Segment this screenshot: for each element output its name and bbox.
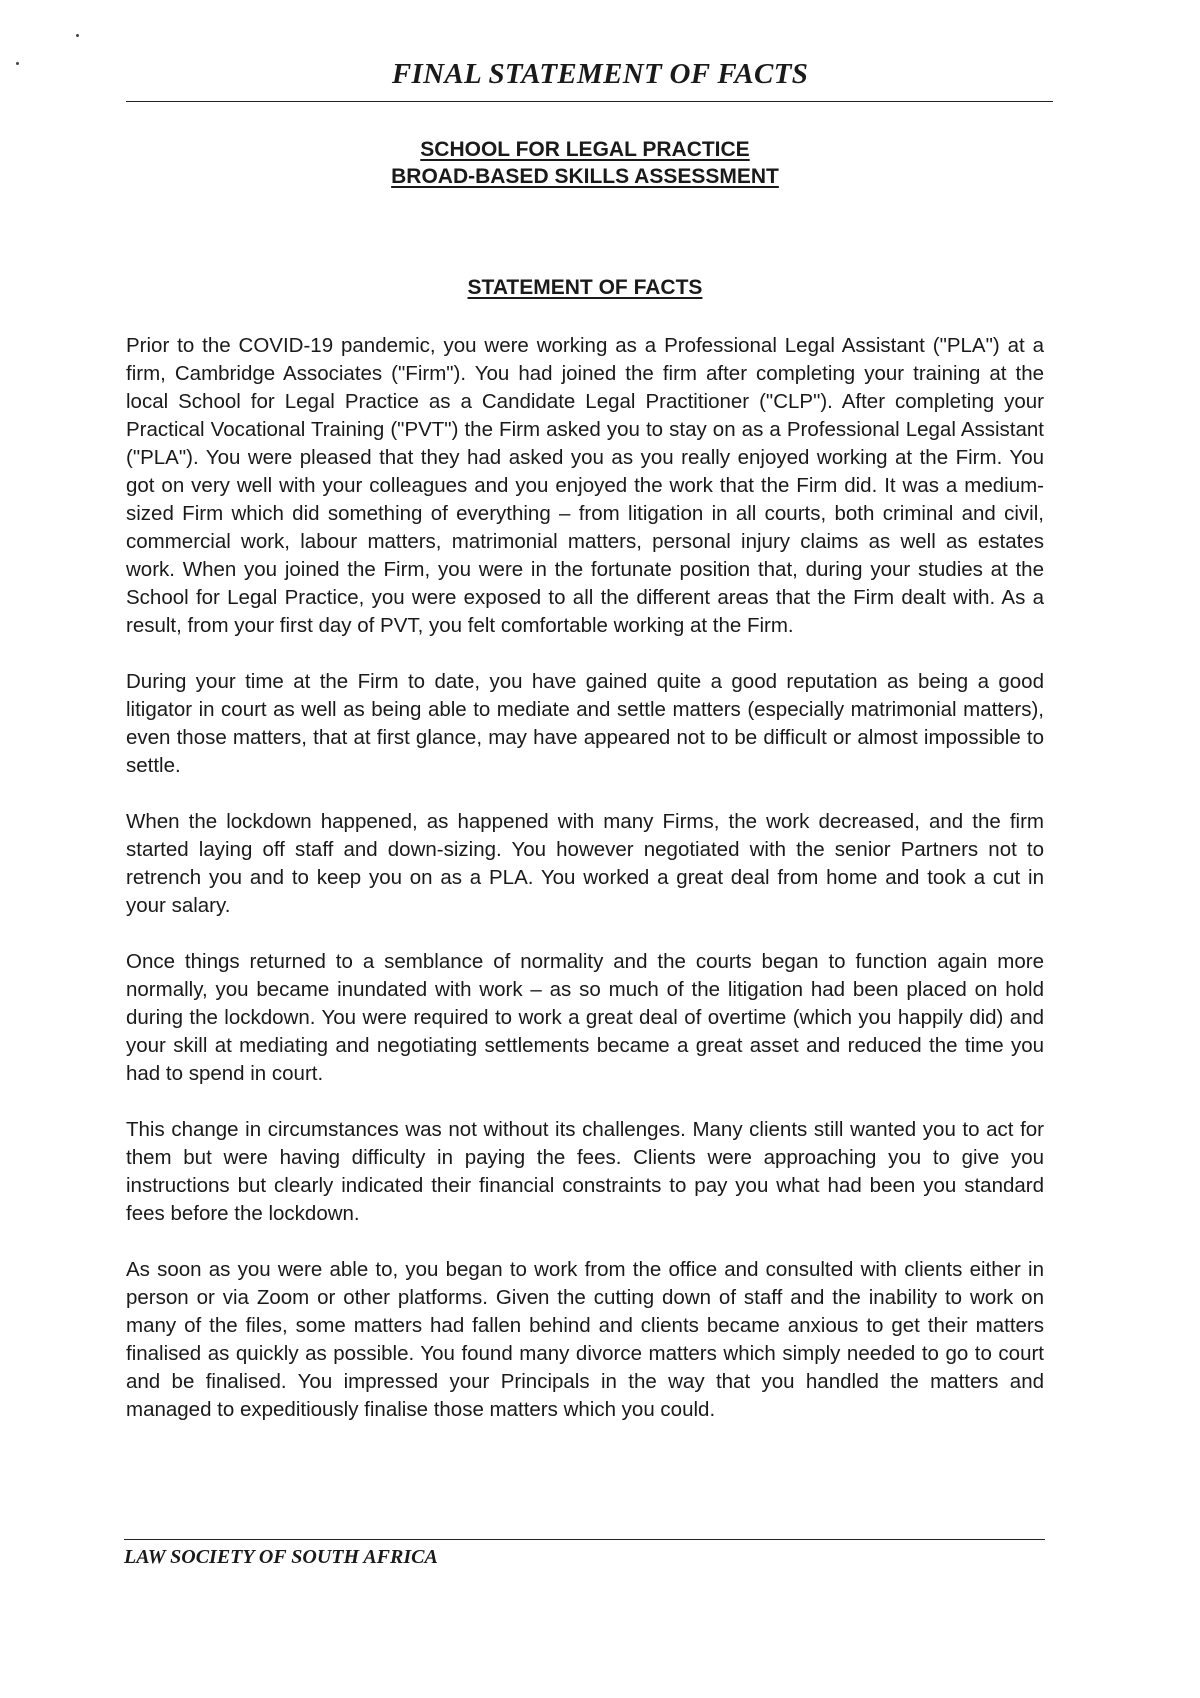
footer-rule	[124, 1539, 1045, 1540]
statement-body	[126, 332, 1044, 1452]
paragraph: As soon as you were able to, you began to work from the office and consulted with clients either in person or via Zoom or other platforms. Given the cutting down of staff and the inability to work on many of the files, some matters had fallen behind and clients became anxious to get their matters finalised as quickly as possible. You found many divorce matters which simply needed to go to court and be finalised. You impressed your Principals in the way that you handled the matters and managed to expeditiously finalise those matters which you could.	[126, 1258, 1044, 1421]
section-title: STATEMENT OF FACTS	[467, 276, 703, 299]
header-title: FINAL STATEMENT OF FACTS	[391, 58, 809, 90]
paragraph: When the lockdown happened, as happened with many Firms, the work decreased, and the firm started laying off staff and down-sizing. You however negotiated with the senior Partners not to retrench you and to keep you on as a PLA. You worked a great deal from home and took a cut in your salary.	[126, 810, 1044, 917]
paragraph: During your time at the Firm to date, you have gained quite a good reputation as being a good litigator in court as well as being able to mediate and settle matters (especially matrimonial matters), even those matters, that at first glance, may have appeared not to be difficult or almost impossible to settle.	[126, 670, 1044, 777]
scan-speck	[76, 34, 79, 37]
subheading-school: SCHOOL FOR LEGAL PRACTICE	[420, 138, 750, 161]
paragraph: Once things returned to a semblance of normality and the courts began to function again more normally, you became inundated with work – as so much of the litigation had been placed on hold during the lockdown. You were required to work a great deal of overtime (which you happily did) and your skill at mediating and negotiating settlements became a great asset and reduced the time you had to spend in court.	[126, 950, 1044, 1085]
subheadings	[0, 136, 1170, 190]
paragraph: This change in circumstances was not without its challenges. Many clients still wanted you to act for them but were having difficulty in paying the fees. Clients were approaching you to give you instructions but clearly indicated their financial constraints to pay you what had been you standard fees before the lockdown.	[126, 1118, 1044, 1225]
footer-text: LAW SOCIETY OF SOUTH AFRICA	[124, 1546, 438, 1568]
subheading-assessment: BROAD-BASED SKILLS ASSESSMENT	[391, 165, 779, 188]
paragraph: Prior to the COVID-19 pandemic, you were working as a Professional Legal Assistant ("PLA") at a firm, Cambridge Associates ("Firm"). You had joined the firm after completing your training at the local School for Legal Practice as a Candidate Legal Practitioner ("CLP"). After completing your Practical Vocational Training ("PVT") the Firm asked you to stay on as a Professional Legal Assistant ("PLA"). You were pleased that they had asked you as you really enjoyed working at the Firm. You got on very well with your colleagues and you enjoyed the work that the Firm did. It was a medium-sized Firm which did something of everything – from litigation in all courts, both criminal and civil, commercial work, labour matters, matrimonial matters, personal injury claims as well as estates work. When you joined the Firm, you were in the fortunate position that, during your studies at the School for Legal Practice, you were exposed to all the different areas that the Firm dealt with. As a result, from your first day of PVT, you felt comfortable working at the Firm.	[126, 334, 1044, 637]
header-rule	[126, 101, 1053, 102]
